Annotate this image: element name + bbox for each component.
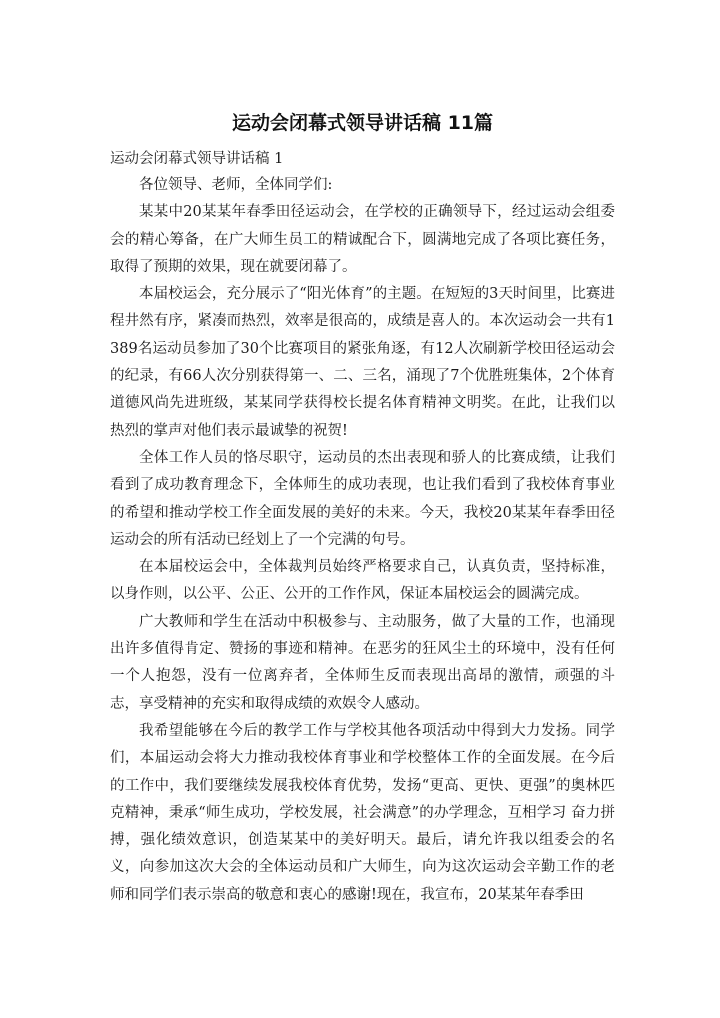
paragraph-opening: 某某中20某某年春季田径运动会，在学校的正确领导下，经过运动会组委会的精心筹备，在广大师生员工的精诚配合下，圆满地完成了各项比赛任务，取得了预期的效果，现在就要闭幕了。	[110, 204, 615, 275]
paragraph-closing: 我希望能够在今后的教学工作与学校其他各项活动中得到大力发扬。同学们，本届运动会将大力推动我校体育事业和学校整体工作的全面发展。在今后的工作中，我们要继续发展我校体育优势，发扬“更高、更快、更强”的奥林匹克精神，秉承“师生成功，学校发展，社会满意”的办学理念，互相学习 奋力拼搏，强化绩效意识，创造某某中的美好明天。最后，请允许我以组委会的名义，向参加这次大会的全体运动员和广大师生，向为这次运动会辛勤工作的老师和同学们表示崇高的敬意和衷心的感谢!现在，我宣布，20某某年春季田	[110, 722, 615, 903]
document-title: 运动会闭幕式领导讲话稿 11篇	[231, 112, 494, 134]
paragraph-teachers-students: 广大教师和学生在活动中积极参与、主动服务，做了大量的工作，也涌现出许多值得肯定、赞扬的事迹和精神。在恶劣的狂风尘土的环境中，没有任何一个人抱怨，没有一位离弃者，全体师生反而表现出高昂的激情，顽强的斗志，享受精神的充实和取得成绩的欢娱令人感动。	[110, 613, 615, 712]
paragraph-greeting: 各位领导、老师，全体同学们:	[139, 177, 333, 193]
document-subtitle: 运动会闭幕式领导讲话稿 1	[110, 151, 284, 167]
paragraph-referees: 在本届校运会中，全体裁判员始终严格要求自己，认真负责，坚持标准，以身作则，以公平、公正、公开的工作作风，保证本届校运会的圆满完成。	[110, 559, 615, 603]
paragraph-results: 本届校运会，充分展示了“阳光体育”的主题。在短短的3天时间里，比赛进程井然有序，紧凑而热烈，效率是很高的，成绩是喜人的。本次运动会一共有1389名运动员参加了30个比赛项目的紧张角逐，有12人次刷新学校田径运动会的纪录，有66人次分别获得第一、二、三名，涌现了7个优胜班集体，2个体育道德风尚先进班级，某某同学获得校长提名体育精神文明奖。在此，让我们以热烈的掌声对他们表示最诚挚的祝贺!	[110, 286, 615, 439]
paragraph-staff: 全体工作人员的恪尽职守，运动员的杰出表现和骄人的比赛成绩，让我们看到了成功教育理念下，全体师生的成功表现，也让我们看到了我校体育事业的希望和推动学校工作全面发展的美好的未来。今天，我校20某某年春季田径运动会的所有活动已经划上了一个完满的句号。	[110, 449, 615, 548]
document-body	[110, 172, 615, 909]
